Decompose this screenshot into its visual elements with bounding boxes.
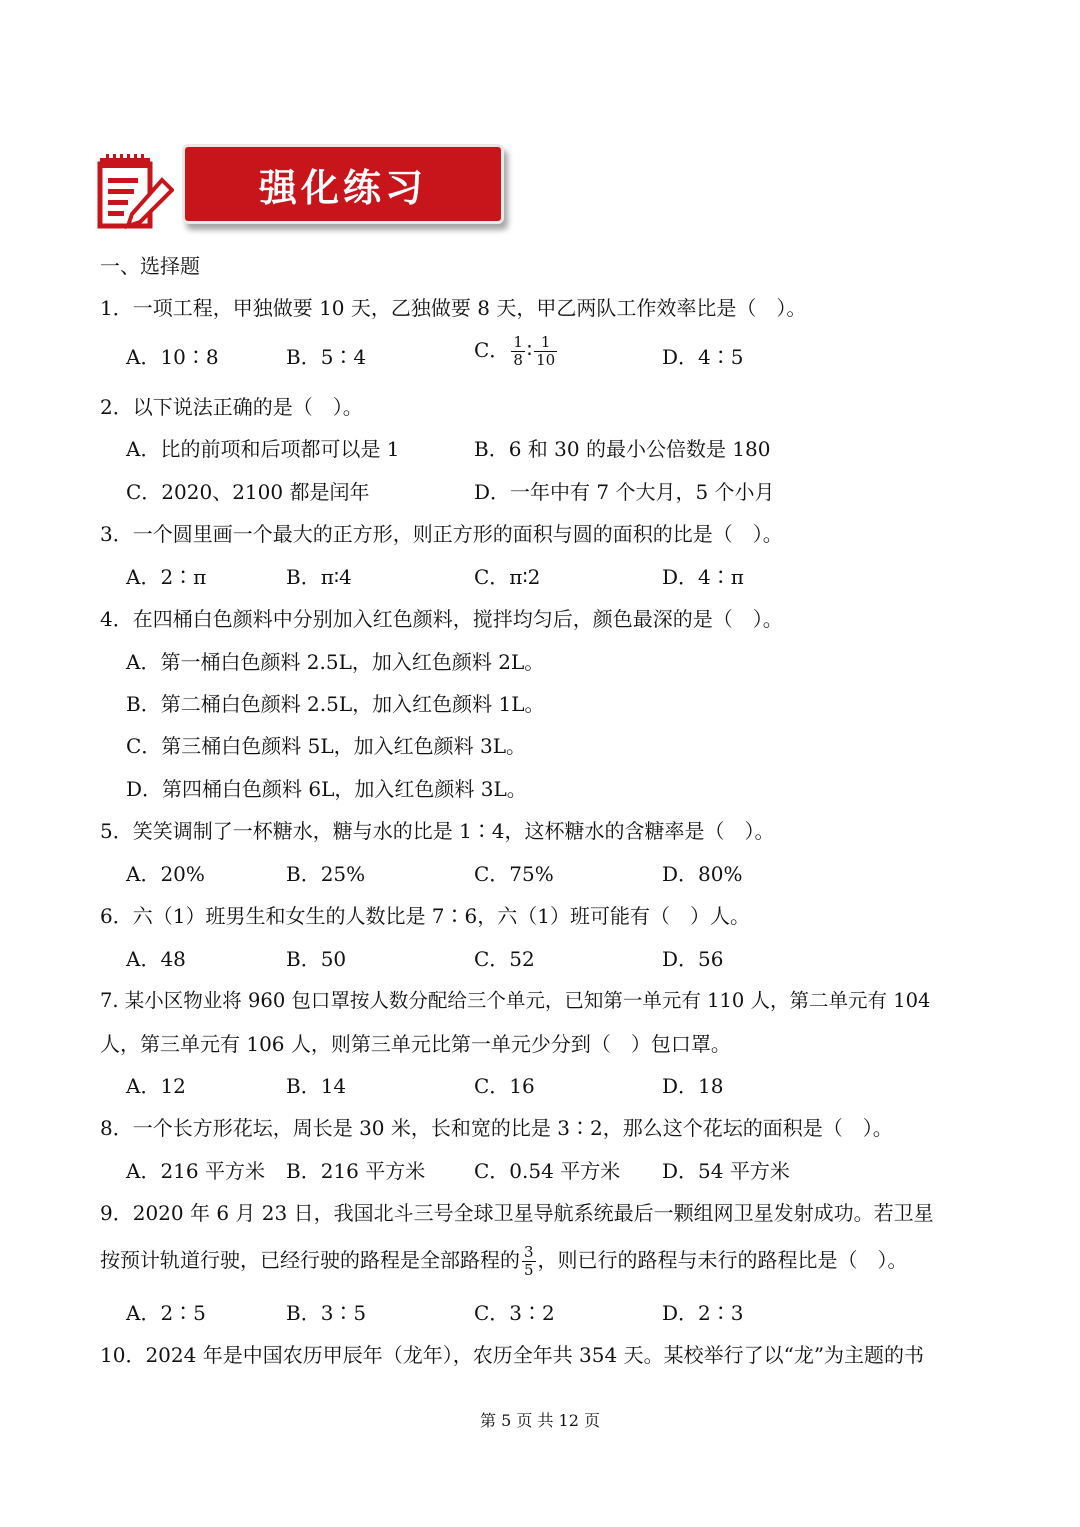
q2-option-a: A．比的前项和后项都可以是 1 — [126, 437, 400, 461]
question-9-cont: 按预计轨道行驶，已经行驶的路程是全部路程的 $\frac{3}{5}$ ，则已行的路程与未行的路程比是（ ）。 — [100, 1243, 908, 1279]
q5-option-c: C．75% — [474, 862, 554, 886]
q2-option-c: C．2020、2100 都是闰年 — [126, 480, 370, 504]
page-title: 强化练习 — [258, 165, 427, 210]
q3-option-b: B．π∶4 — [286, 565, 352, 589]
q4-option-c: C．第三桶白色颜料 5L，加入红色颜料 3L。 — [126, 734, 527, 758]
q2-option-d: D．一年中有 7 个大月，5 个小月 — [474, 480, 775, 504]
question-7-cont: 人，第三单元有 106 人，则第三单元比第一单元少分到（ ）包口罩。 — [100, 1032, 731, 1056]
q5-option-b: B．25% — [286, 862, 366, 886]
q9-option-c: C．3∶2 — [474, 1301, 555, 1325]
section-header — [96, 140, 516, 232]
q8-option-d: D．54 平方米 — [662, 1159, 790, 1183]
q4-option-d: D．第四桶白色颜料 6L，加入红色颜料 3L。 — [126, 777, 527, 801]
q8-option-b: B．216 平方米 — [286, 1159, 426, 1183]
question-10: 10．2024 年是中国农历甲辰年（龙年），农历全年共 354 天。某校举行了以“龙”为主题的书 — [100, 1343, 925, 1367]
q9-option-a: A．2∶5 — [126, 1301, 206, 1325]
question-5: 5．笑笑调制了一杯糖水，糖与水的比是 1∶4，这杯糖水的含糖率是（ ）。 — [100, 819, 775, 843]
q1-option-c: C． $\frac{1}{8}$ ∶ $\frac{1}{10}$ — [474, 333, 556, 369]
q6-option-a: A．48 — [126, 947, 186, 971]
q8-option-c: C．0.54 平方米 — [474, 1159, 621, 1183]
fraction: $\frac{1}{8}$ — [513, 333, 523, 369]
q9-option-b: B．3∶5 — [286, 1301, 367, 1325]
q6-option-d: D．56 — [662, 947, 724, 971]
fraction: $\frac{3}{5}$ — [524, 1243, 534, 1279]
q7-option-c: C．16 — [474, 1074, 535, 1098]
title-banner — [182, 144, 504, 224]
question-8: 8．一个长方形花坛，周长是 30 米，长和宽的比是 3∶2，那么这个花坛的面积是（ ）。 — [100, 1116, 893, 1140]
question-6: 6．六（1）班男生和女生的人数比是 7∶6，六（1）班可能有（ ）人。 — [100, 904, 750, 928]
question-4: 4．在四桶白色颜料中分别加入红色颜料，搅拌均匀后，颜色最深的是（ ）。 — [100, 607, 783, 631]
q9-option-d: D．2∶3 — [662, 1301, 744, 1325]
fraction: $\frac{1}{10}$ — [536, 333, 556, 369]
q6-option-c: C．52 — [474, 947, 535, 971]
q1-option-b: B．5∶4 — [286, 345, 367, 369]
q5-option-a: A．20% — [126, 862, 205, 886]
page-number: 第 5 页 共 12 页 — [480, 1411, 600, 1430]
q5-option-d: D．80% — [662, 862, 743, 886]
q3-option-a: A．2∶π — [126, 565, 207, 589]
section-heading: 一、选择题 — [100, 254, 200, 278]
q7-option-a: A．12 — [126, 1074, 186, 1098]
note-pencil-icon — [96, 154, 174, 232]
question-1: 1．一项工程，甲独做要 10 天，乙独做要 8 天，甲乙两队工作效率比是（ ）。 — [100, 296, 807, 320]
q2-option-b: B．6 和 30 的最小公倍数是 180 — [474, 437, 771, 461]
question-7: 7. 某小区物业将 960 包口罩按人数分配给三个单元，已知第一单元有 110 人，第二单元有 104 — [100, 989, 931, 1012]
q4-option-b: B．第二桶白色颜料 2.5L，加入红色颜料 1L。 — [126, 692, 545, 716]
question-9: 9．2020 年 6 月 23 日，我国北斗三号全球卫星导航系统最后一颗组网卫星发射成功。若卫星 — [100, 1201, 934, 1225]
q3-option-d: D．4∶π — [662, 565, 744, 589]
question-3: 3．一个圆里画一个最大的正方形，则正方形的面积与圆的面积的比是（ ）。 — [100, 522, 783, 546]
q4-option-a: A．第一桶白色颜料 2.5L，加入红色颜料 2L。 — [126, 650, 545, 674]
q6-option-b: B．50 — [286, 947, 347, 971]
q1-option-d: D．4∶5 — [662, 345, 744, 369]
q7-option-b: B．14 — [286, 1074, 347, 1098]
q7-option-d: D．18 — [662, 1074, 724, 1098]
q3-option-c: C．π∶2 — [474, 565, 541, 589]
question-2: 2．以下说法正确的是（ ）。 — [100, 395, 363, 419]
q8-option-a: A．216 平方米 — [126, 1159, 265, 1183]
q1-option-a: A．10∶8 — [126, 345, 219, 369]
